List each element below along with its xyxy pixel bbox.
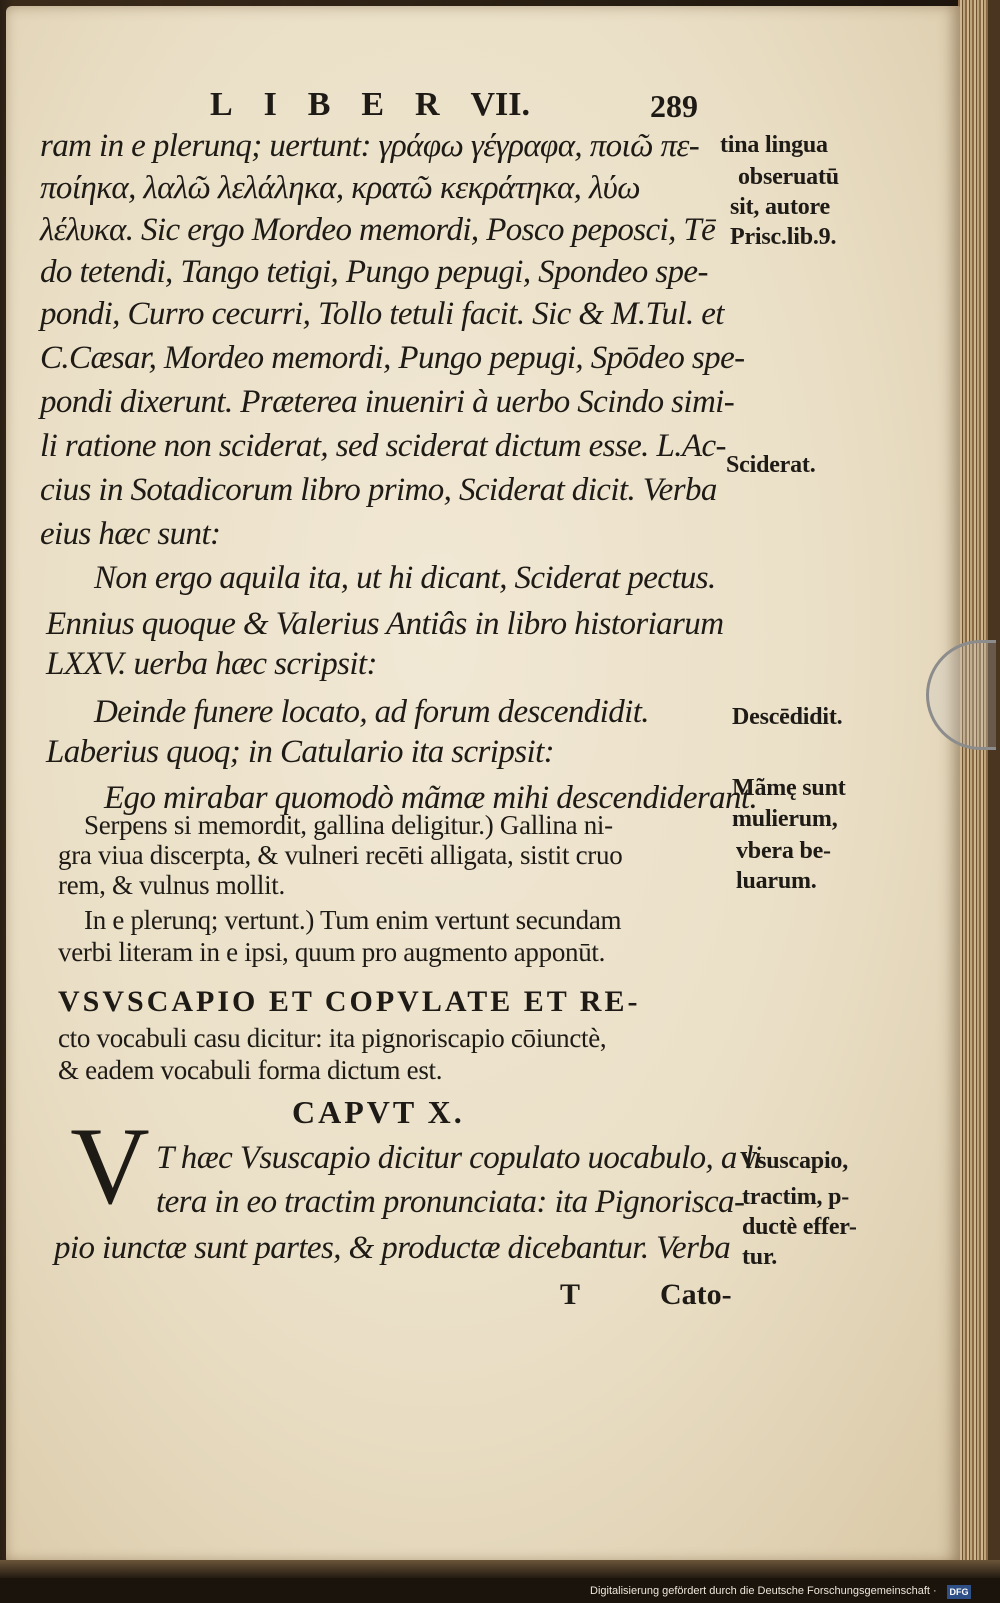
body-line: pondi, Curro cecurri, Tollo tetuli facit. Sic & M.Tul. et: [40, 296, 724, 332]
signature-mark: T: [560, 1278, 581, 1311]
side-note: obseruatū: [738, 164, 839, 190]
catchword: Cato-: [660, 1278, 732, 1311]
commentary-line: rem, & vulnus mollit.: [58, 870, 285, 900]
body-line: Laberius quoq; in Catulario ita scripsit:: [46, 734, 555, 770]
body-line: ποίηκα, λαλῶ λελάληκα, κρατῶ κεκράτηκα, λύω: [40, 170, 640, 206]
running-head-letter: E: [361, 86, 385, 123]
side-note: tractim, p-: [742, 1184, 850, 1210]
book-fore-edge-shadow: [988, 0, 1000, 1566]
verse-line: Deinde funere locato, ad forum descendidit.: [94, 694, 649, 730]
side-note: ductè effer-: [742, 1214, 857, 1240]
running-head-letter: I: [263, 86, 277, 123]
body-line: li ratione non sciderat, sed sciderat dictum esse. L.Ac-: [40, 428, 726, 464]
running-head-letter: R: [414, 86, 440, 123]
digitization-credit: Digitalisierung gefördert durch die Deutsche Forschungsgemeinschaft ·: [590, 1585, 937, 1597]
body-line: cius in Sotadicorum libro primo, Sciderat dicit. Verba: [40, 472, 717, 508]
verse-line: Non ergo aquila ita, ut hi dicant, Sciderat pectus.: [94, 560, 716, 596]
chapter-text-line: pio iunctæ sunt partes, & productæ dicebantur. Verba: [54, 1230, 731, 1266]
body-line: λέλυκα. Sic ergo Mordeo memordi, Posco peposci, Tē: [40, 212, 716, 248]
chapter-summary-line: cto vocabuli casu dicitur: ita pignoriscapio cōiunctè,: [58, 1023, 607, 1053]
body-line: ram in e plerunq; uertunt: γράφω γέγραφα, ποιῶ πε-: [40, 128, 700, 164]
verse-line: Ego mirabar quomodò mãmæ mihi descendiderant.: [104, 780, 758, 816]
side-note: tur.: [742, 1244, 777, 1270]
side-note: Sciderat.: [726, 452, 816, 478]
running-head: [210, 86, 530, 126]
body-line: LXXV. uerba hæc scripsit:: [46, 646, 377, 682]
body-line: eius hæc sunt:: [40, 516, 221, 552]
chapter-text-line: T hæc Vsuscapio dicitur copulato uocabulo, a li: [156, 1140, 762, 1176]
chapter-summary-line: VSVSCAPIO ET COPVLATE ET RE-: [58, 985, 641, 1018]
side-note: luarum.: [736, 868, 817, 894]
side-note: sit, autore: [730, 194, 831, 220]
commentary-line: Serpens si memordit, gallina deligitur.) Gallina ni-: [84, 810, 613, 840]
body-line: pondi dixerunt. Præterea inueniri à uerbo Scindo simi-: [40, 384, 735, 420]
page-bottom-shadow: [0, 1560, 1000, 1580]
running-head-letter: L: [210, 86, 233, 123]
commentary-line: gra viua discerpta, & vulneri recēti alligata, sistit cruo: [58, 840, 623, 870]
body-line: Ennius quoque & Valerius Antiâs in libro historiarum: [46, 606, 724, 642]
side-note: tina lingua: [720, 132, 828, 158]
body-line: do tetendi, Tango tetigi, Pungo pepugi, Spondeo spe-: [40, 254, 708, 290]
side-note: mulierum,: [732, 806, 838, 832]
chapter-text-line: tera in eo tractim pronunciata: ita Pignorisca-: [156, 1184, 745, 1220]
side-note: Prisc.lib.9.: [730, 224, 837, 250]
drop-capital: V: [70, 1105, 150, 1227]
side-note: vbera be-: [736, 838, 831, 864]
side-note: Descēdidit.: [732, 704, 843, 730]
commentary-line: In e plerunq; vertunt.) Tum enim vertunt secundam: [84, 905, 622, 935]
running-head-letter: B: [307, 86, 331, 123]
chapter-heading: CAPVT X.: [292, 1094, 465, 1130]
chapter-summary-line: & eadem vocabuli forma dictum est.: [58, 1055, 443, 1085]
side-note: Mãmę sunt: [732, 775, 846, 801]
dfg-logo: DFG: [947, 1585, 971, 1599]
commentary-line: verbi literam in e ipsi, quum pro augmento apponūt.: [58, 937, 606, 967]
body-line: C.Cæsar, Mordeo memordi, Pungo pepugi, Spōdeo spe-: [40, 340, 745, 376]
side-note: Vsuscapio,: [740, 1148, 849, 1174]
running-head-letter: VII.: [470, 86, 530, 123]
page-number: 289: [650, 88, 698, 124]
